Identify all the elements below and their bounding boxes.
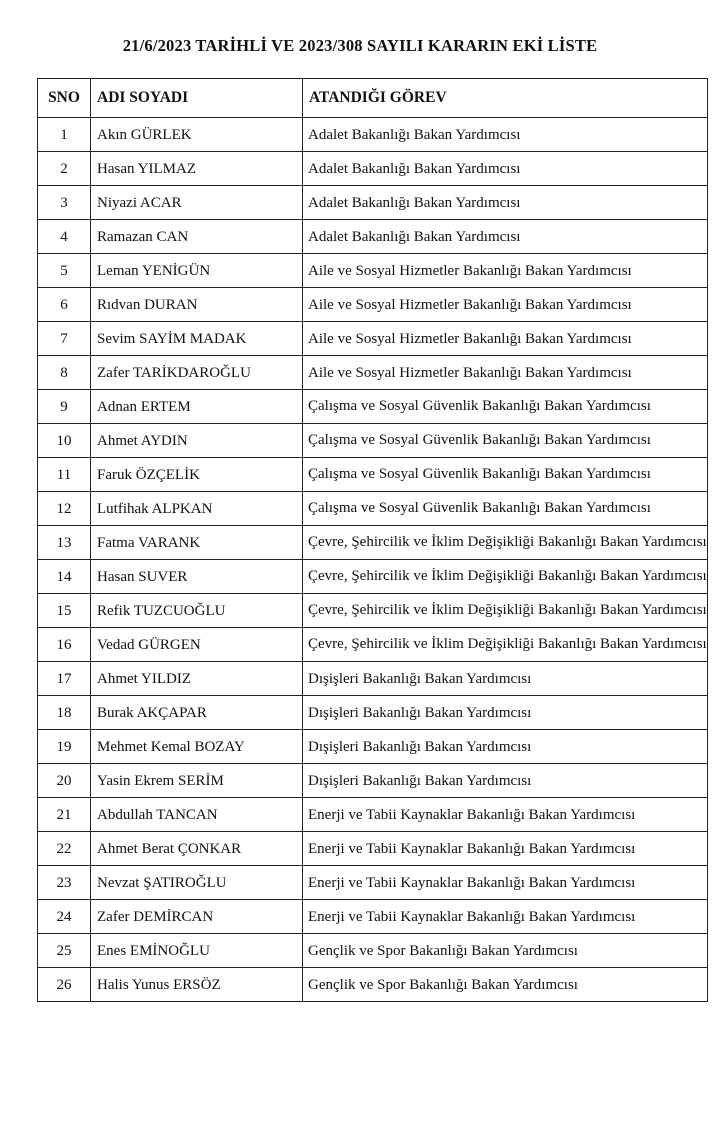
row-number: 4 <box>38 220 91 254</box>
table-row <box>38 288 708 322</box>
row-name: Halis Yunus ERSÖZ <box>91 968 303 1002</box>
row-number: 16 <box>38 628 91 662</box>
row-number: 11 <box>38 458 91 492</box>
row-role: Aile ve Sosyal Hizmetler Bakanlığı Bakan Yardımcısı <box>303 288 708 322</box>
row-number: 2 <box>38 152 91 186</box>
table-row <box>38 730 708 764</box>
row-name: Akın GÜRLEK <box>91 118 303 152</box>
row-role: Çalışma ve Sosyal Güvenlik Bakanlığı Bakan Yardımcısı <box>303 390 708 424</box>
row-role: Çalışma ve Sosyal Güvenlik Bakanlığı Bakan Yardımcısı <box>303 424 708 458</box>
row-name: Faruk ÖZÇELİK <box>91 458 303 492</box>
row-number: 3 <box>38 186 91 220</box>
row-number: 1 <box>38 118 91 152</box>
table-body <box>38 118 708 1002</box>
row-name: Leman YENİGÜN <box>91 254 303 288</box>
row-role: Dışişleri Bakanlığı Bakan Yardımcısı <box>303 764 708 798</box>
row-role: Dışişleri Bakanlığı Bakan Yardımcısı <box>303 662 708 696</box>
row-number: 5 <box>38 254 91 288</box>
row-name: Sevim SAYİM MADAK <box>91 322 303 356</box>
row-name: Hasan SUVER <box>91 560 303 594</box>
row-role: Çalışma ve Sosyal Güvenlik Bakanlığı Bakan Yardımcısı <box>303 492 708 526</box>
row-role: Çevre, Şehircilik ve İklim Değişikliği Bakanlığı Bakan Yardımcısı <box>303 628 708 662</box>
row-name: Zafer TARİKDAROĞLU <box>91 356 303 390</box>
table-row <box>38 356 708 390</box>
appointments-table <box>37 78 708 1002</box>
row-name: Enes EMİNOĞLU <box>91 934 303 968</box>
row-name: Burak AKÇAPAR <box>91 696 303 730</box>
row-number: 22 <box>38 832 91 866</box>
row-role: Dışişleri Bakanlığı Bakan Yardımcısı <box>303 696 708 730</box>
table-row <box>38 560 708 594</box>
table-row <box>38 662 708 696</box>
row-number: 14 <box>38 560 91 594</box>
row-role: Aile ve Sosyal Hizmetler Bakanlığı Bakan Yardımcısı <box>303 322 708 356</box>
header-name: ADI SOYADI <box>91 79 303 118</box>
row-name: Vedad GÜRGEN <box>91 628 303 662</box>
table-row <box>38 764 708 798</box>
table-row <box>38 696 708 730</box>
row-name: Zafer DEMİRCAN <box>91 900 303 934</box>
row-role: Adalet Bakanlığı Bakan Yardımcısı <box>303 118 708 152</box>
table-row <box>38 934 708 968</box>
row-name: Abdullah TANCAN <box>91 798 303 832</box>
row-name: Ahmet YILDIZ <box>91 662 303 696</box>
row-number: 23 <box>38 866 91 900</box>
row-name: Nevzat ŞATIROĞLU <box>91 866 303 900</box>
table-row <box>38 254 708 288</box>
row-number: 19 <box>38 730 91 764</box>
table-header-row <box>38 79 708 118</box>
row-name: Lutfihak ALPKAN <box>91 492 303 526</box>
row-name: Yasin Ekrem SERİM <box>91 764 303 798</box>
row-number: 26 <box>38 968 91 1002</box>
row-role: Gençlik ve Spor Bakanlığı Bakan Yardımcısı <box>303 968 708 1002</box>
row-role: Çevre, Şehircilik ve İklim Değişikliği Bakanlığı Bakan Yardımcısı <box>303 526 708 560</box>
row-name: Niyazi ACAR <box>91 186 303 220</box>
row-role: Gençlik ve Spor Bakanlığı Bakan Yardımcısı <box>303 934 708 968</box>
table-row <box>38 798 708 832</box>
row-role: Dışişleri Bakanlığı Bakan Yardımcısı <box>303 730 708 764</box>
row-name: Ahmet AYDIN <box>91 424 303 458</box>
row-number: 10 <box>38 424 91 458</box>
row-role: Çevre, Şehircilik ve İklim Değişikliği Bakanlığı Bakan Yardımcısı <box>303 594 708 628</box>
table-row <box>38 322 708 356</box>
row-role: Enerji ve Tabii Kaynaklar Bakanlığı Bakan Yardımcısı <box>303 798 708 832</box>
table-row <box>38 118 708 152</box>
row-name: Adnan ERTEM <box>91 390 303 424</box>
table-row <box>38 866 708 900</box>
row-name: Rıdvan DURAN <box>91 288 303 322</box>
table-row <box>38 492 708 526</box>
table-row <box>38 424 708 458</box>
row-role: Aile ve Sosyal Hizmetler Bakanlığı Bakan Yardımcısı <box>303 356 708 390</box>
row-name: Mehmet Kemal BOZAY <box>91 730 303 764</box>
table-row <box>38 900 708 934</box>
row-role: Adalet Bakanlığı Bakan Yardımcısı <box>303 152 708 186</box>
row-name: Ramazan CAN <box>91 220 303 254</box>
table-row <box>38 526 708 560</box>
row-role: Adalet Bakanlığı Bakan Yardımcısı <box>303 186 708 220</box>
table-row <box>38 186 708 220</box>
row-number: 8 <box>38 356 91 390</box>
table-row <box>38 390 708 424</box>
row-number: 12 <box>38 492 91 526</box>
row-name: Fatma VARANK <box>91 526 303 560</box>
table-row <box>38 832 708 866</box>
row-number: 20 <box>38 764 91 798</box>
row-number: 15 <box>38 594 91 628</box>
table-row <box>38 458 708 492</box>
row-number: 9 <box>38 390 91 424</box>
row-role: Çevre, Şehircilik ve İklim Değişikliği Bakanlığı Bakan Yardımcısı <box>303 560 708 594</box>
row-number: 13 <box>38 526 91 560</box>
row-name: Ahmet Berat ÇONKAR <box>91 832 303 866</box>
table-row <box>38 968 708 1002</box>
row-name: Hasan YILMAZ <box>91 152 303 186</box>
header-sno: SNO <box>38 79 91 118</box>
row-role: Enerji ve Tabii Kaynaklar Bakanlığı Bakan Yardımcısı <box>303 832 708 866</box>
row-role: Enerji ve Tabii Kaynaklar Bakanlığı Bakan Yardımcısı <box>303 866 708 900</box>
table-row <box>38 220 708 254</box>
row-number: 17 <box>38 662 91 696</box>
row-number: 25 <box>38 934 91 968</box>
row-name: Refik TUZCUOĞLU <box>91 594 303 628</box>
document-title: 21/6/2023 TARİHLİ VE 2023/308 SAYILI KARARIN EKİ LİSTE <box>122 36 598 55</box>
row-number: 24 <box>38 900 91 934</box>
row-role: Adalet Bakanlığı Bakan Yardımcısı <box>303 220 708 254</box>
row-number: 18 <box>38 696 91 730</box>
table-row <box>38 628 708 662</box>
table-row <box>38 594 708 628</box>
row-number: 21 <box>38 798 91 832</box>
table-row <box>38 152 708 186</box>
header-role: ATANDIĞI GÖREV <box>303 79 708 118</box>
row-role: Enerji ve Tabii Kaynaklar Bakanlığı Bakan Yardımcısı <box>303 900 708 934</box>
row-number: 7 <box>38 322 91 356</box>
row-number: 6 <box>38 288 91 322</box>
row-role: Çalışma ve Sosyal Güvenlik Bakanlığı Bakan Yardımcısı <box>303 458 708 492</box>
row-role: Aile ve Sosyal Hizmetler Bakanlığı Bakan Yardımcısı <box>303 254 708 288</box>
